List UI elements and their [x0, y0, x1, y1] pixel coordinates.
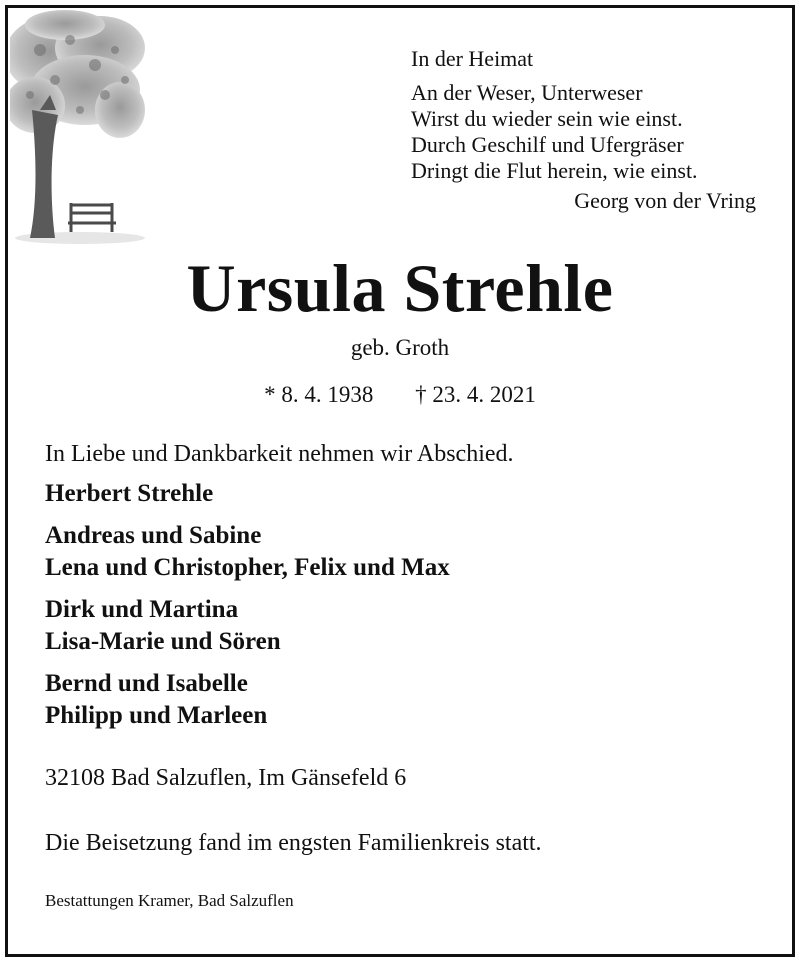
family-group	[45, 668, 450, 732]
family-member: Andreas und Sabine	[45, 522, 262, 549]
burial-note: Die Beisetzung fand im engsten Familienkreis statt.	[45, 830, 542, 856]
life-dates	[0, 380, 800, 410]
family-member: Philipp und Marleen	[45, 702, 268, 729]
deceased-name: Ursula Strehle	[186, 250, 614, 326]
poem-line: Dringt die Flut herein, wie einst.	[411, 158, 698, 183]
address: 32108 Bad Salzuflen, Im Gänsefeld 6	[45, 765, 407, 791]
poem-line: An der Weser, Unterweser	[411, 80, 643, 105]
poem	[411, 46, 761, 214]
family-member: Herbert Strehle	[45, 480, 214, 507]
poem-line: Durch Geschilf und Ufergräser	[411, 132, 684, 157]
poem-title: In der Heimat	[411, 46, 534, 71]
farewell-text: In Liebe und Dankbarkeit nehmen wir Abschied.	[45, 441, 514, 467]
birth-name: geb. Groth	[350, 335, 450, 360]
family-group	[45, 478, 450, 510]
tree-with-bench-icon	[10, 10, 145, 248]
birth-date: * 8. 4. 1938	[264, 382, 374, 407]
family-group	[45, 520, 450, 584]
family-member: Bernd und Isabelle	[45, 670, 248, 697]
death-date: † 23. 4. 2021	[415, 382, 536, 407]
family-member: Lena und Christopher, Felix und Max	[45, 554, 450, 581]
family-list	[45, 478, 450, 742]
family-group	[45, 594, 450, 658]
poem-line: Wirst du wieder sein wie einst.	[411, 106, 683, 131]
undertaker: Bestattungen Kramer, Bad Salzuflen	[45, 891, 294, 910]
family-member: Dirk und Martina	[45, 596, 239, 623]
family-member: Lisa-Marie und Sören	[45, 628, 281, 655]
poem-author: Georg von der Vring	[574, 188, 756, 213]
